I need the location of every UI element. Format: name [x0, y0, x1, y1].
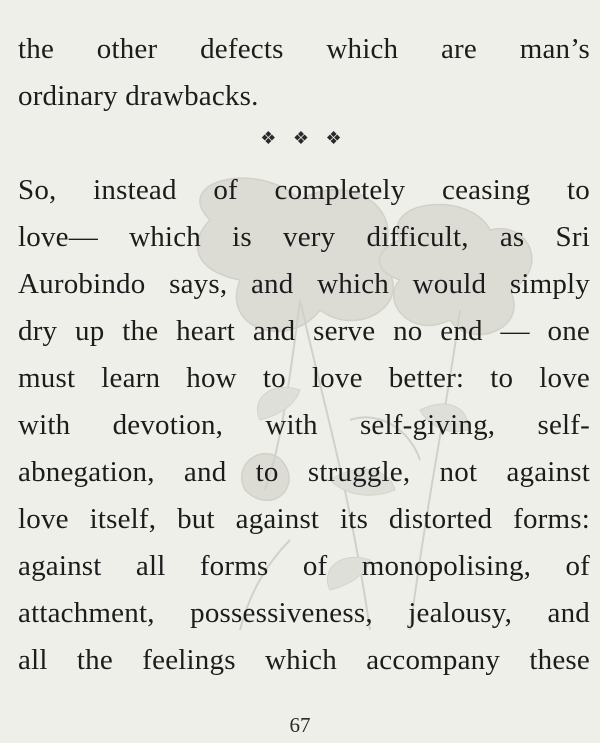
text-line: with devotion, with self-giving, self-: [18, 409, 590, 441]
text-line: all the feelings which accompany these: [18, 644, 590, 676]
text-line: abnegation, and to struggle, not against: [18, 456, 590, 488]
section-ornament: ❖ ❖ ❖: [260, 128, 348, 148]
text-line: love itself, but against its distorted forms:: [18, 503, 590, 535]
text-line: ordinary drawbacks.: [18, 80, 259, 112]
text-line: So, instead of completely ceasing to: [18, 174, 590, 206]
page-number: 67: [289, 713, 311, 737]
text-line: dry up the heart and serve no end — one: [18, 315, 590, 347]
body-text: [18, 26, 590, 684]
text-line: attachment, possessiveness, jealousy, and: [18, 597, 590, 629]
text-line: love— which is very difficult, as Sri: [18, 221, 590, 253]
text-line: the other defects which are man’s: [18, 33, 590, 65]
text-line: Aurobindo says, and which would simply: [18, 268, 590, 300]
text-line: against all forms of monopolising, of: [18, 550, 590, 582]
text-line: must learn how to love better: to love: [18, 362, 590, 394]
